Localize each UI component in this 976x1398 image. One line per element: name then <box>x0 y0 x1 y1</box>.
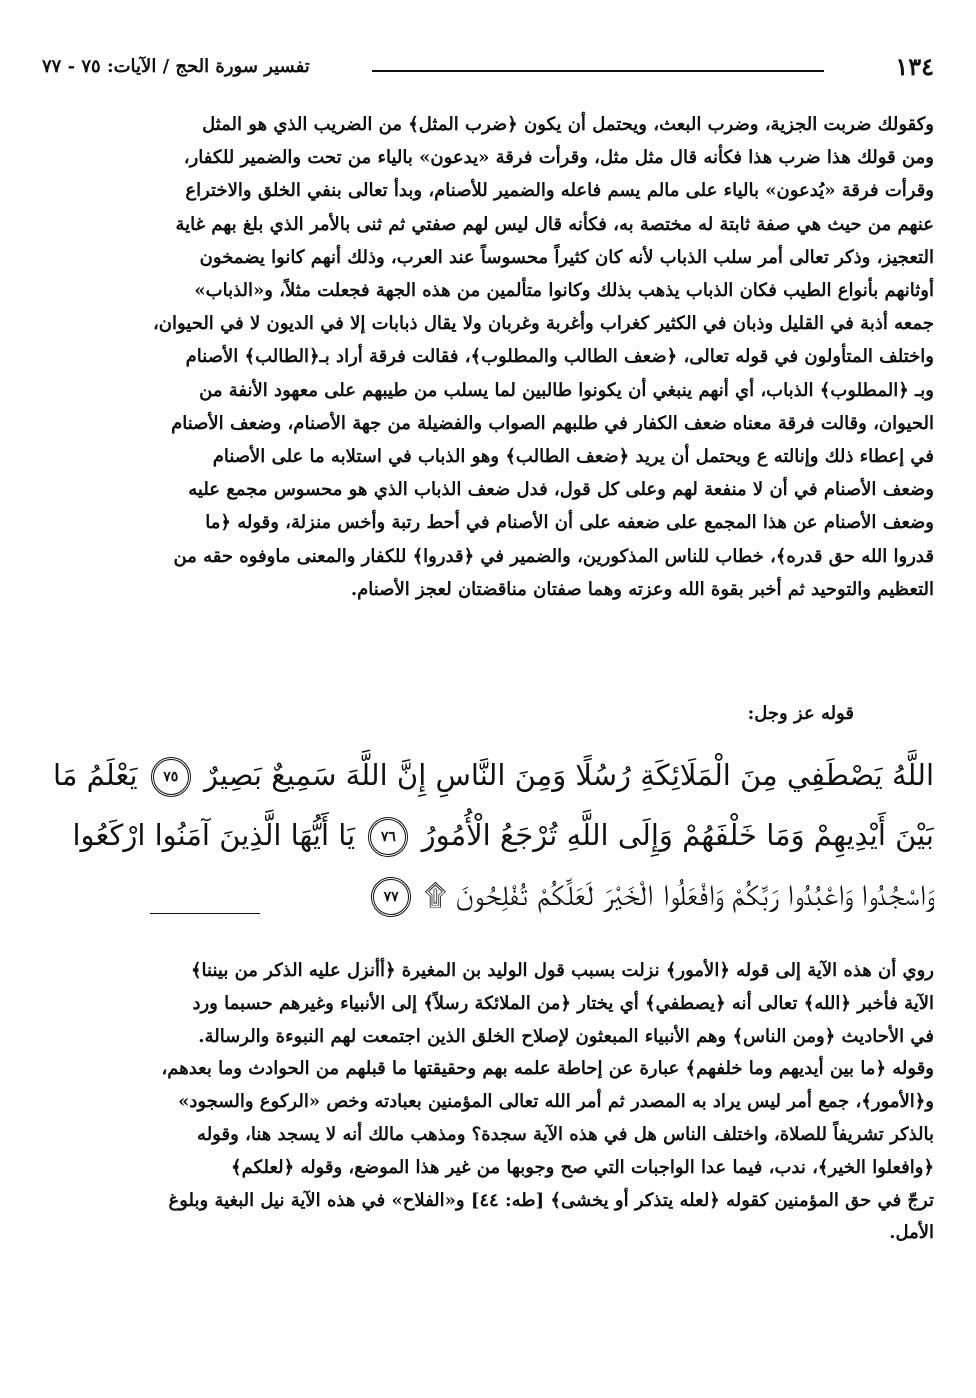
text-line: وضعف الأصنام في أن لا منفعة لهم وعلى كل قول، فدل ضعف الذباب الذي هو محسوس مجمع عليه <box>188 479 934 501</box>
text-line: الحيوان، وقالت فرقة معناه ضعف الكفار في طلبهم الصواب والفضيلة من جهة الأصنام، وضعف الأصنام <box>171 412 934 434</box>
text-line: وكقولك ضربت الجزية، وضرب البعث، ويحتمل أن يكون ﴿ضرب المثل﴾ من الضريب الذي هو المثل <box>202 114 934 135</box>
text-line: ومن قولك هذا ضرب هذا فكأنه قال مثل مثل، وقرأت فرقة «يدعون» بالياء من تحت والضمير للكفار، <box>183 147 934 169</box>
text-line: وبـ ﴿المطلوب﴾ الذباب، أي أنهم ينبغي أن يكونوا طالبين لما يسلب من طيبهم على معهود الأنفة من <box>199 379 934 401</box>
text-line: و﴿الأمور﴾، جمع أمر ليس يراد به المصدر ثم أمر الله تعالى المؤمنين بعبادته وخص «الركوع والسجود» <box>178 1091 934 1113</box>
text-line: التعظيم والتوحيد ثم أخبر بقوة الله وعزته وهما صفتان مناقضتان لعجز الأصنام. <box>350 578 934 600</box>
text-line: التعجيز، وذكر تعالى أمر سلب الذباب لأنه كان كثيراً محسوساً عند العرب، وذلك أنهم كانوا يضمخون <box>199 246 934 268</box>
text-line: جمعه أذبة في القليل وذبان في الكثير كغراب وأغربة وغربان ولا يقال ذبابات إلا في الديون لا في الحيوان، <box>152 313 934 335</box>
verse-text: بَيْنَ أَيْدِيهِمْ وَمَا خَلْفَهُمْ وَإِلَى اللَّهِ تُرْجَعُ الْأُمُورُ <box>421 818 934 852</box>
text-line: وضعف الأصنام عن هذا المجمع على ضعفه على أن الأصنام في أحط رتبة وأخس منزلة، وقوله ﴿ما <box>205 512 934 534</box>
ayah-number-marker: ٧٧ <box>371 877 411 917</box>
text-line: ترجّ في حق المؤمنين كقوله ﴿لعله يتذكر أو يخشى﴾ [طه: ٤٤] و«الفلاح» في هذه الآية نيل البغية وبلوغ <box>168 1189 934 1211</box>
verse-line-2 <box>42 805 934 865</box>
quran-verse-block <box>42 745 934 925</box>
verse-text: يَعْلَمُ مَا <box>53 758 138 792</box>
page-header <box>42 52 934 86</box>
text-line: وقرأت فرقة «يُدعون» بالياء على مالم يسم فاعله والضمير للأصنام، وبدأ تعالى بنفي الخلق والاختراع <box>185 180 934 202</box>
verse-line-1 <box>42 745 934 805</box>
text-line: قدروا الله حق قدره﴾، خطاب للناس المذكورين، والضمير في ﴿قدروا﴾ للكفار والمعنى ماوفوه حقه من <box>173 545 934 567</box>
verse-text: اللَّهُ يَصْطَفِي مِنَ الْمَلَائِكَةِ رُسُلًا وَمِنَ النَّاسِ إِنَّ اللَّهَ سَمِيعٌ بَصِيرٌ <box>204 758 934 792</box>
sajda-underline <box>150 913 260 914</box>
text-line: بالذكر تشريفاً للصلاة، واختلف الناس هل في هذه الآية سجدة؟ ومذهب مالك أنه لا يسجد هنا، وقوله <box>197 1123 934 1145</box>
page-number: ١٣٤ <box>895 52 934 81</box>
header-rule <box>372 70 824 72</box>
verse-text: يَا أَيُّهَا الَّذِينَ آمَنُوا ارْكَعُوا <box>72 818 356 852</box>
text-line: في الأحاديث ﴿ومن الناس﴾ وهم الأنبياء المبعثون لإصلاح الخلق الذين اجتمعت لهم النبوءة والرسالة. <box>198 1025 934 1047</box>
text-line: وقوله ﴿ما بين أيديهم وما خلفهم﴾ عبارة عن إحاطة علمه بهم وحقيقتها ما قبلهم من الحوادث وما بعدهم، <box>161 1058 934 1080</box>
sajda-sign-icon: ۩ <box>424 878 447 912</box>
text-line: واختلف المتأولون في قوله تعالى، ﴿ضعف الطالب والمطلوب﴾، فقالت فرقة أراد بـ﴿الطالب﴾ الأصنام <box>185 346 934 368</box>
ayah-number-marker: ٧٦ <box>368 817 408 857</box>
running-title: تفسير سورة الحج / الآيات: ٧٥ - ٧٧ <box>42 56 310 77</box>
commentary-paragraph-2 <box>42 955 934 1250</box>
text-line: ﴿وافعلوا الخير﴾، ندب، فيما عدا الواجبات التي صح وجوبها من غير هذا الموضع، وقوله ﴿لعلكم﴾ <box>231 1156 934 1178</box>
text-line: عنهم من حيث هي صفة ثابتة له مختصة به، فكأنه قال ليس لهم صفتي ثم ثنى بالأمر الذي بلغ بهم غاية <box>175 213 934 235</box>
ayah-number-marker: ٧٥ <box>151 757 191 797</box>
text-line: في إعطاء ذلك وإنالته ع ويحتمل أن يريد ﴿ضعف الطالب﴾ وهو الذباب في استلابه ما على الأصنام <box>212 446 934 468</box>
verse-text: وَاسْجُدُوا وَاعْبُدُوا رَبَّكُمْ وَافْعَلُوا الْخَيْرَ لَعَلَّكُمْ تُفْلِحُونَ <box>455 878 934 912</box>
text-line: روي أن هذه الآية إلى قوله ﴿الأمور﴾ نزلت بسبب قول الوليد بن المغيرة ﴿أأنزل عليه الذكر من بيننا﴾ <box>191 960 934 981</box>
text-line: الأمل. <box>889 1222 934 1244</box>
text-line: الآية فأخبر ﴿الله﴾ تعالى أنه ﴿يصطفي﴾ أي يختار ﴿من الملائكة رسلاً﴾ إلى الأنبياء وغيرهم حسبما ورد <box>192 992 934 1014</box>
text-line: أوثانهم بأنواع الطيب فكان الذباب يذهب بذلك وكانوا متألمين من هذه الجهة فجعلت مثلاً، و«الذباب» <box>194 280 934 302</box>
commentary-paragraph-1 <box>42 108 934 606</box>
verse-intro: قوله عز وجل: <box>747 703 854 724</box>
verse-line-3 <box>42 865 934 925</box>
